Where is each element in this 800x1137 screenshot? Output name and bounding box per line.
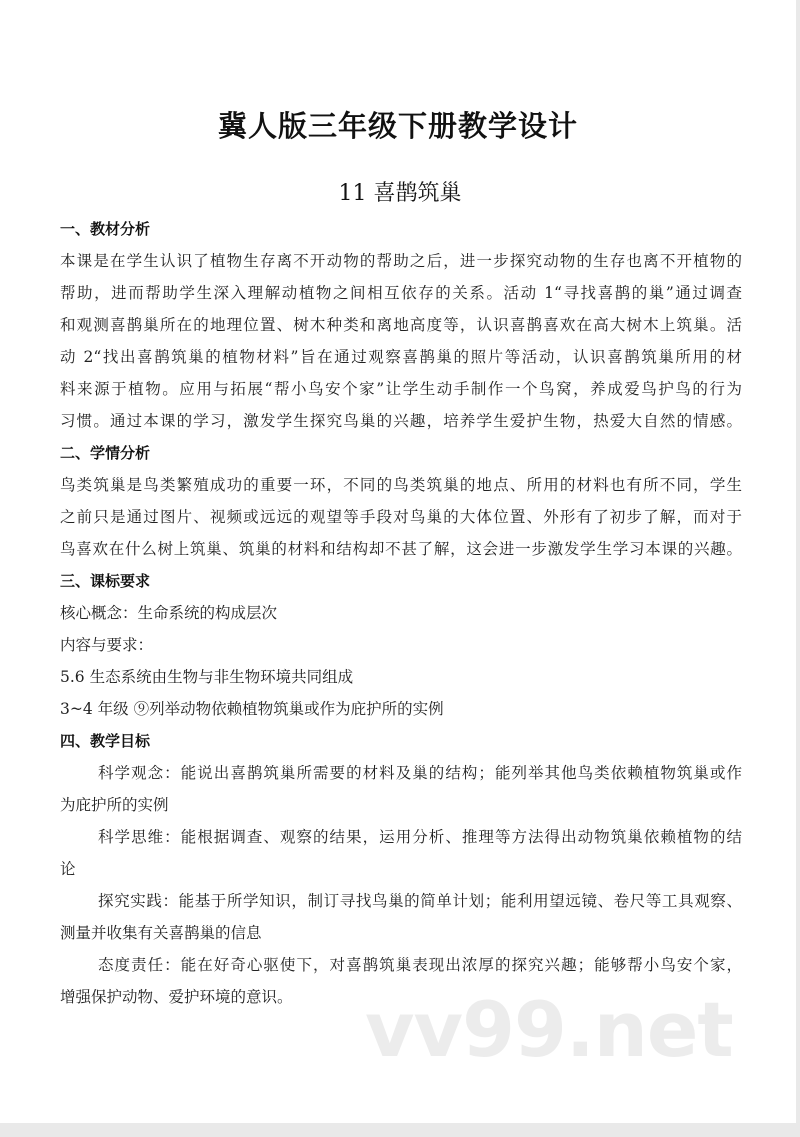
lesson-title: 11 喜鹊筑巢 bbox=[338, 181, 462, 206]
section-heading: 三、课标要求 bbox=[60, 572, 151, 590]
body-text-line: 习惯。通过本课的学习，激发学生探究鸟巢的兴趣，培养学生爱护生物，热爱大自然的情感。 bbox=[60, 412, 742, 430]
body-text-line: 和观测喜鹊巢所在的地理位置、树木种类和离地高度等，认识喜鹊喜欢在高大树木上筑巢。活 bbox=[60, 316, 742, 334]
section-heading: 一、教材分析 bbox=[60, 220, 151, 238]
body-text-line: 态度责任：能在好奇心驱使下，对喜鹊筑巢表现出浓厚的探究兴趣；能够帮小鸟安个家， bbox=[98, 956, 742, 974]
section-heading: 二、学情分析 bbox=[60, 444, 151, 462]
body-text-line: 论 bbox=[60, 860, 76, 878]
body-text-line: 探究实践：能基于所学知识，制订寻找鸟巢的简单计划；能利用望远镜、卷尺等工具观察、 bbox=[98, 892, 742, 910]
body-text-line: 5.6 生态系统由生物与非生物环境共同组成 bbox=[60, 668, 354, 686]
body-text-line: 本课是在学生认识了植物生存离不开动物的帮助之后，进一步探究动物的生存也离不开植物的 bbox=[60, 252, 742, 270]
body-text-line: 3~4 年级 ⑨列举动物依赖植物筑巢或作为庇护所的实例 bbox=[60, 700, 444, 718]
watermark: vv99.net bbox=[365, 985, 733, 1074]
body-text-line: 鸟喜欢在什么树上筑巢、筑巢的材料和结构却不甚了解，这会进一步激发学生学习本课的兴趣。 bbox=[60, 540, 742, 558]
body-text-line: 内容与要求： bbox=[60, 636, 154, 654]
body-text-line: 之前只是通过图片、视频或远远的观望等手段对鸟巢的大体位置、外形有了初步了解，而对于 bbox=[60, 508, 742, 526]
body-text-line: 为庇护所的实例 bbox=[60, 796, 169, 814]
body-text-line: 鸟类筑巢是鸟类繁殖成功的重要一环，不同的鸟类筑巢的地点、所用的材料也有所不同，学生 bbox=[60, 476, 742, 494]
document-title: 冀人版三年级下册教学设计 bbox=[217, 109, 578, 143]
body-text-line: 测量并收集有关喜鹊巢的信息 bbox=[60, 924, 262, 942]
body-text-line: 料来源于植物。应用与拓展“帮小鸟安个家”让学生动手制作一个鸟窝，养成爱鸟护鸟的行为 bbox=[60, 380, 742, 398]
body-text-line: 动 2“找出喜鹊筑巢的植物材料”旨在通过观察喜鹊巢的照片等活动，认识喜鹊筑巢所用的材 bbox=[60, 348, 742, 366]
body-text-line: 科学观念：能说出喜鹊筑巢所需要的材料及巢的结构；能列举其他鸟类依赖植物筑巢或作 bbox=[98, 764, 742, 782]
body-text-line: 帮助，进而帮助学生深入理解动植物之间相互依存的关系。活动 1“寻找喜鹊的巢”通过调查 bbox=[60, 284, 742, 302]
section-heading: 四、教学目标 bbox=[60, 732, 151, 750]
body-text-line: 科学思维：能根据调查、观察的结果，运用分析、推理等方法得出动物筑巢依赖植物的结 bbox=[98, 828, 742, 846]
body-text-line: 核心概念：生命系统的构成层次 bbox=[60, 604, 278, 622]
body-text-line: 增强保护动物、爱护环境的意识。 bbox=[60, 988, 293, 1006]
